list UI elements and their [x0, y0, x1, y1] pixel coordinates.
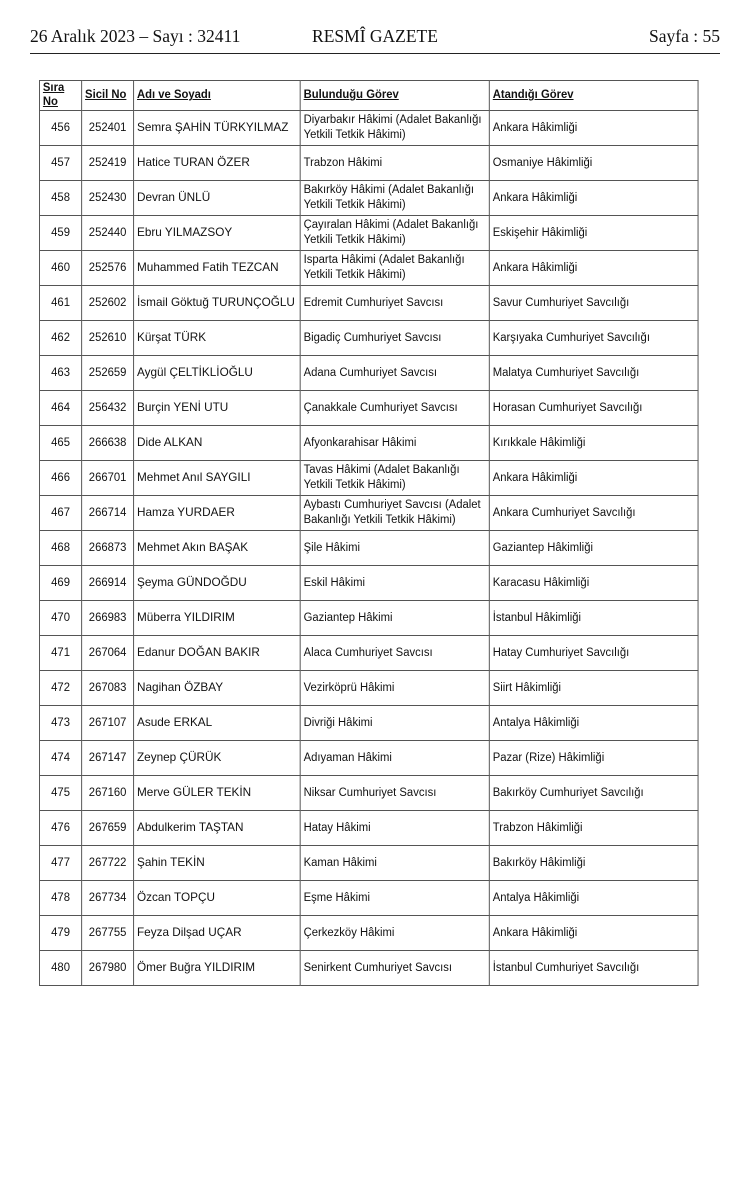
- table-row: [39, 950, 698, 985]
- assigned-post-cell: Antalya Hâkimliği: [489, 705, 698, 740]
- assigned-post-cell: Ankara Hâkimliği: [489, 110, 698, 145]
- assigned-post-cell: Bakırköy Hâkimliği: [489, 845, 698, 880]
- issue-date-number: 26 Aralık 2023 – Sayı : 32411: [30, 26, 241, 46]
- name-cell: İsmail Göktuğ TURUNÇOĞLU: [134, 285, 301, 320]
- current-post-cell: Vezirköprü Hâkimi: [300, 670, 489, 705]
- assigned-post-cell: Horasan Cumhuriyet Savcılığı: [489, 390, 698, 425]
- sicil-no-cell: 252430: [82, 180, 134, 215]
- sira-no-cell: 460: [39, 250, 81, 285]
- sira-no-cell: 461: [39, 285, 81, 320]
- col-header-sicil-no: Sicil No: [82, 81, 134, 111]
- sicil-no-cell: 266914: [82, 565, 134, 600]
- current-post-cell: Adıyaman Hâkimi: [300, 740, 489, 775]
- assigned-post-cell: Karşıyaka Cumhuriyet Savcılığı: [489, 320, 698, 355]
- table-row: [39, 355, 698, 390]
- current-post-cell: Isparta Hâkimi (Adalet Bakanlığı Yetkili Tetkik Hâkimi): [300, 250, 489, 285]
- header-rule: [30, 53, 720, 54]
- table-row: [39, 880, 698, 915]
- current-post-cell: Alaca Cumhuriyet Savcısı: [300, 635, 489, 670]
- sicil-no-cell: 252610: [82, 320, 134, 355]
- sicil-no-cell: 252419: [82, 145, 134, 180]
- sira-no-cell: 467: [39, 495, 81, 530]
- sira-no-cell: 479: [39, 915, 81, 950]
- assigned-post-cell: Siirt Hâkimliği: [489, 670, 698, 705]
- page-number: Sayfa : 55: [649, 26, 720, 46]
- sira-no-cell: 465: [39, 425, 81, 460]
- assigned-post-cell: Kırıkkale Hâkimliği: [489, 425, 698, 460]
- current-post-cell: Divriği Hâkimi: [300, 705, 489, 740]
- name-cell: Hamza YURDAER: [134, 495, 301, 530]
- sicil-no-cell: 267980: [82, 950, 134, 985]
- name-cell: Dide ALKAN: [134, 425, 301, 460]
- current-post-cell: Eşme Hâkimi: [300, 880, 489, 915]
- assigned-post-cell: Eskişehir Hâkimliği: [489, 215, 698, 250]
- col-header-bulundugu-gorev: Bulunduğu Görev: [300, 81, 489, 111]
- current-post-cell: Bigadiç Cumhuriyet Savcısı: [300, 320, 489, 355]
- publication-title: RESMÎ GAZETE: [312, 26, 438, 46]
- table-row: [39, 390, 698, 425]
- table-row: [39, 145, 698, 180]
- name-cell: Nagihan ÖZBAY: [134, 670, 301, 705]
- sira-no-cell: 469: [39, 565, 81, 600]
- assigned-post-cell: Hatay Cumhuriyet Savcılığı: [489, 635, 698, 670]
- name-cell: Edanur DOĞAN BAKIR: [134, 635, 301, 670]
- sicil-no-cell: 266701: [82, 460, 134, 495]
- name-cell: Ömer Buğra YILDIRIM: [134, 950, 301, 985]
- table-row: [39, 180, 698, 215]
- name-cell: Abdulkerim TAŞTAN: [134, 810, 301, 845]
- sira-no-cell: 464: [39, 390, 81, 425]
- sira-no-cell: 462: [39, 320, 81, 355]
- current-post-cell: Eskil Hâkimi: [300, 565, 489, 600]
- sira-no-cell: 468: [39, 530, 81, 565]
- current-post-cell: Trabzon Hâkimi: [300, 145, 489, 180]
- table-row: [39, 110, 698, 145]
- col-header-atandigi-gorev: Atandığı Görev: [489, 81, 698, 111]
- name-cell: Şahin TEKİN: [134, 845, 301, 880]
- current-post-cell: Aybastı Cumhuriyet Savcısı (Adalet Bakanlığı Yetkili Tetkik Hâkimi): [300, 495, 489, 530]
- table-row: [39, 705, 698, 740]
- sicil-no-cell: 267160: [82, 775, 134, 810]
- sicil-no-cell: 252576: [82, 250, 134, 285]
- table-row: [39, 285, 698, 320]
- sira-no-cell: 472: [39, 670, 81, 705]
- sira-no-cell: 477: [39, 845, 81, 880]
- sicil-no-cell: 266714: [82, 495, 134, 530]
- table-row: [39, 740, 698, 775]
- current-post-cell: Niksar Cumhuriyet Savcısı: [300, 775, 489, 810]
- sicil-no-cell: 252440: [82, 215, 134, 250]
- assigned-post-cell: Malatya Cumhuriyet Savcılığı: [489, 355, 698, 390]
- table-row: [39, 775, 698, 810]
- assigned-post-cell: Ankara Hâkimliği: [489, 460, 698, 495]
- assigned-post-cell: Bakırköy Cumhuriyet Savcılığı: [489, 775, 698, 810]
- appointments-table: [39, 80, 699, 986]
- name-cell: Semra ŞAHİN TÜRKYILMAZ: [134, 110, 301, 145]
- sira-no-cell: 476: [39, 810, 81, 845]
- sicil-no-cell: 267722: [82, 845, 134, 880]
- current-post-cell: Edremit Cumhuriyet Savcısı: [300, 285, 489, 320]
- assigned-post-cell: Gaziantep Hâkimliği: [489, 530, 698, 565]
- current-post-cell: Adana Cumhuriyet Savcısı: [300, 355, 489, 390]
- sira-no-cell: 457: [39, 145, 81, 180]
- col-header-sira-no: Sıra No: [39, 81, 81, 111]
- table-row: [39, 845, 698, 880]
- name-cell: Devran ÜNLÜ: [134, 180, 301, 215]
- assigned-post-cell: Ankara Cumhuriyet Savcılığı: [489, 495, 698, 530]
- table-header-row: [39, 81, 698, 111]
- sicil-no-cell: 252659: [82, 355, 134, 390]
- current-post-cell: Çerkezköy Hâkimi: [300, 915, 489, 950]
- name-cell: Burçin YENİ UTU: [134, 390, 301, 425]
- current-post-cell: Gaziantep Hâkimi: [300, 600, 489, 635]
- sicil-no-cell: 267147: [82, 740, 134, 775]
- sicil-no-cell: 267064: [82, 635, 134, 670]
- current-post-cell: Çanakkale Cumhuriyet Savcısı: [300, 390, 489, 425]
- sira-no-cell: 478: [39, 880, 81, 915]
- table-row: [39, 460, 698, 495]
- name-cell: Mehmet Anıl SAYGILI: [134, 460, 301, 495]
- current-post-cell: Senirkent Cumhuriyet Savcısı: [300, 950, 489, 985]
- assigned-post-cell: Antalya Hâkimliği: [489, 880, 698, 915]
- col-header-adi-soyadi: Adı ve Soyadı: [134, 81, 301, 111]
- sicil-no-cell: 266873: [82, 530, 134, 565]
- assigned-post-cell: Osmaniye Hâkimliği: [489, 145, 698, 180]
- assigned-post-cell: Karacasu Hâkimliği: [489, 565, 698, 600]
- table-row: [39, 495, 698, 530]
- assigned-post-cell: İstanbul Cumhuriyet Savcılığı: [489, 950, 698, 985]
- page-header: [30, 26, 720, 50]
- table-row: [39, 565, 698, 600]
- current-post-cell: Şile Hâkimi: [300, 530, 489, 565]
- assigned-post-cell: Ankara Hâkimliği: [489, 180, 698, 215]
- name-cell: Özcan TOPÇU: [134, 880, 301, 915]
- name-cell: Kürşat TÜRK: [134, 320, 301, 355]
- name-cell: Şeyma GÜNDOĞDU: [134, 565, 301, 600]
- sicil-no-cell: 267734: [82, 880, 134, 915]
- sicil-no-cell: 266638: [82, 425, 134, 460]
- name-cell: Feyza Dilşad UÇAR: [134, 915, 301, 950]
- assigned-post-cell: Pazar (Rize) Hâkimliği: [489, 740, 698, 775]
- sicil-no-cell: 252401: [82, 110, 134, 145]
- assigned-post-cell: Savur Cumhuriyet Savcılığı: [489, 285, 698, 320]
- current-post-cell: Hatay Hâkimi: [300, 810, 489, 845]
- name-cell: Zeynep ÇÜRÜK: [134, 740, 301, 775]
- sicil-no-cell: 256432: [82, 390, 134, 425]
- sira-no-cell: 471: [39, 635, 81, 670]
- sicil-no-cell: 267107: [82, 705, 134, 740]
- table-row: [39, 670, 698, 705]
- name-cell: Hatice TURAN ÖZER: [134, 145, 301, 180]
- current-post-cell: Çayıralan Hâkimi (Adalet Bakanlığı Yetkili Tetkik Hâkimi): [300, 215, 489, 250]
- name-cell: Mehmet Akın BAŞAK: [134, 530, 301, 565]
- sicil-no-cell: 252602: [82, 285, 134, 320]
- table-row: [39, 250, 698, 285]
- table-row: [39, 215, 698, 250]
- current-post-cell: Diyarbakır Hâkimi (Adalet Bakanlığı Yetkili Tetkik Hâkimi): [300, 110, 489, 145]
- table-row: [39, 915, 698, 950]
- name-cell: Müberra YILDIRIM: [134, 600, 301, 635]
- sira-no-cell: 474: [39, 740, 81, 775]
- name-cell: Aygül ÇELTİKLİOĞLU: [134, 355, 301, 390]
- current-post-cell: Bakırköy Hâkimi (Adalet Bakanlığı Yetkili Tetkik Hâkimi): [300, 180, 489, 215]
- table-row: [39, 810, 698, 845]
- table-row: [39, 320, 698, 355]
- sicil-no-cell: 267755: [82, 915, 134, 950]
- sira-no-cell: 473: [39, 705, 81, 740]
- table-row: [39, 635, 698, 670]
- sira-no-cell: 463: [39, 355, 81, 390]
- current-post-cell: Kaman Hâkimi: [300, 845, 489, 880]
- name-cell: Merve GÜLER TEKİN: [134, 775, 301, 810]
- sira-no-cell: 456: [39, 110, 81, 145]
- assigned-post-cell: Ankara Hâkimliği: [489, 250, 698, 285]
- name-cell: Ebru YILMAZSOY: [134, 215, 301, 250]
- table-row: [39, 530, 698, 565]
- sira-no-cell: 480: [39, 950, 81, 985]
- sicil-no-cell: 267083: [82, 670, 134, 705]
- name-cell: Muhammed Fatih TEZCAN: [134, 250, 301, 285]
- assigned-post-cell: Trabzon Hâkimliği: [489, 810, 698, 845]
- sicil-no-cell: 267659: [82, 810, 134, 845]
- sira-no-cell: 470: [39, 600, 81, 635]
- assigned-post-cell: Ankara Hâkimliği: [489, 915, 698, 950]
- table-row: [39, 425, 698, 460]
- name-cell: Asude ERKAL: [134, 705, 301, 740]
- table-row: [39, 600, 698, 635]
- sira-no-cell: 475: [39, 775, 81, 810]
- current-post-cell: Afyonkarahisar Hâkimi: [300, 425, 489, 460]
- sira-no-cell: 459: [39, 215, 81, 250]
- current-post-cell: Tavas Hâkimi (Adalet Bakanlığı Yetkili Tetkik Hâkimi): [300, 460, 489, 495]
- assigned-post-cell: İstanbul Hâkimliği: [489, 600, 698, 635]
- sicil-no-cell: 266983: [82, 600, 134, 635]
- sira-no-cell: 466: [39, 460, 81, 495]
- sira-no-cell: 458: [39, 180, 81, 215]
